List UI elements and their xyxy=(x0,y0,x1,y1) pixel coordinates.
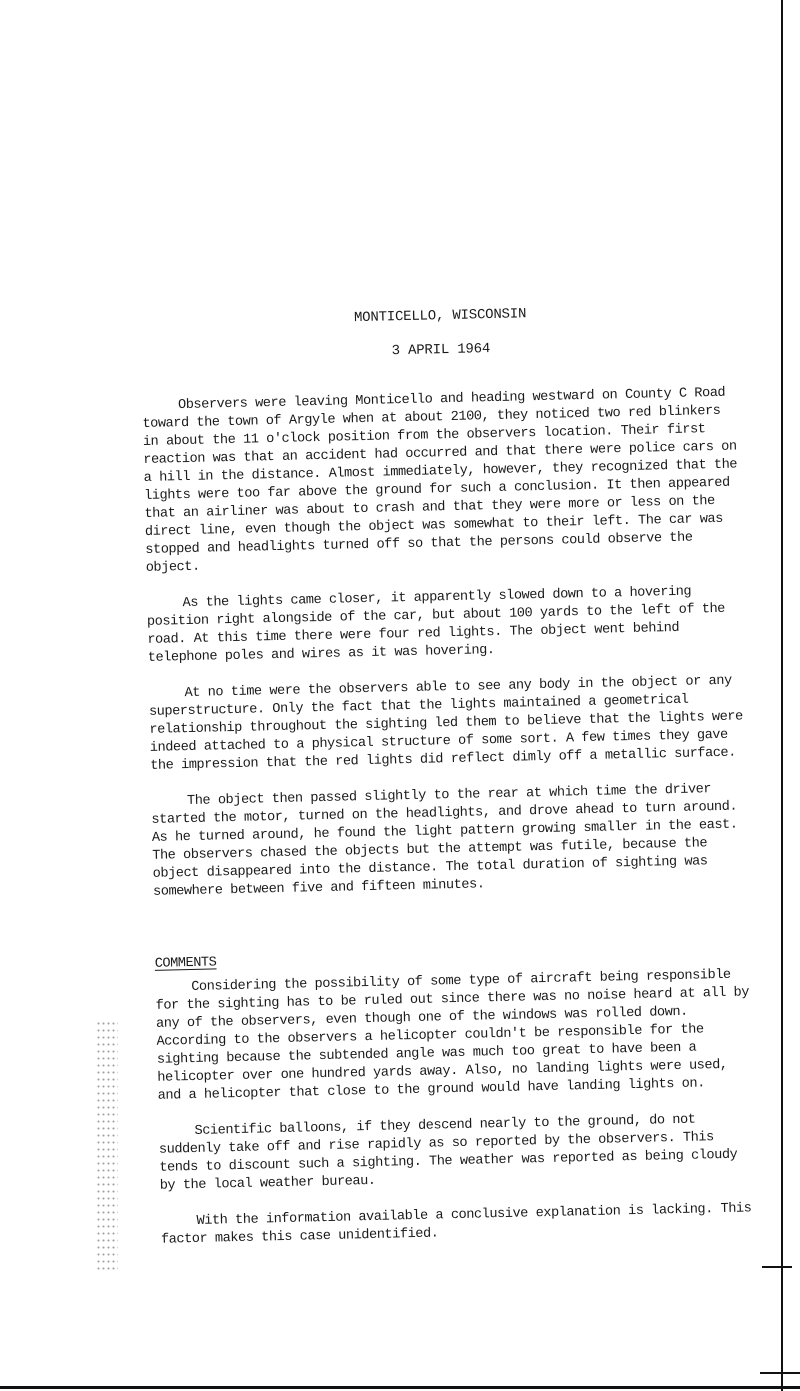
comments-section xyxy=(155,966,761,1250)
paragraph: At no time were the observers able to see any body in the object or any superstructure. Only the fact that the lights maintained a geometrical relationship throughout the sighting led them to believe that the lights were indeed attached to a physical structure of some sort. A few times they gave the impression that the red lights did reflect dimly off a metallic surface. xyxy=(148,673,743,774)
comments-heading: COMMENTS xyxy=(154,955,217,972)
comment-paragraph: With the information available a conclusive explanation is lacking. This factor makes this case unidentified. xyxy=(160,1201,752,1248)
comment-paragraph: Scientific balloons, if they descend nearly to the ground, do not suddenly take off and rise rapidly as so reported by the observers. This tends to discount such a sighting. The weather was reported as being cloudy by the local weather bureau. xyxy=(158,1112,738,1194)
scan-border-right xyxy=(781,0,783,1391)
paragraph: The object then passed slightly to the rear at which time the driver started the motor, turned on the headlights, and drove ahead to turn around. As he turned around, he found the light pattern growing smaller in the east. The observers chased the objects but the attempt was futile, because the object disappeared into the distance. The total duration of sighting was somewhere between five and fifteen minutes. xyxy=(151,782,738,900)
edge-tick-mark xyxy=(760,1372,800,1374)
document-title: MONTICELLO, WISCONSIN xyxy=(353,306,527,327)
scan-speckle-noise xyxy=(96,1020,118,1270)
scan-border-bottom xyxy=(0,1386,800,1389)
comment-paragraph: Considering the possibility of some type of aircraft being responsible for the sighting has to be ruled out since there was no noise heard at all by any of the observers, even though one of the windows was rolled down. According to the observers a helicopter couldn't be responsible for the sighting because the subtended angle was much too great to have been a helicopter over one hundred yards away. Also, no landing lights were used, and a helicopter that close to the ground would have landing lights on. xyxy=(155,967,750,1104)
paragraph: Observers were leaving Monticello and heading westward on County C Road toward the town of Argyle when at about 2100, they noticed two red blinkers in about the 11 o'clock position from the observers location. Their first reaction was that an accident had occurred and that there were police cars on a hill in the distance. Almost immediately, however, they recognized that the lights were too far above the ground for such a conclusion. It then appeared that an airliner was about to crash and that they were more or less on the direct line, even though the object was somewhat to their left. The car was stopped and headlights turned off so that the persons could observe the object. xyxy=(142,385,738,576)
paragraph: As the lights came closer, it apparently slowed down to a hovering position right alongside of the car, but about 100 yards to the left of the road. At this time there were four red lights. The object went behind telephone poles and wires as it was hovering. xyxy=(146,584,726,666)
document-body xyxy=(140,300,761,1267)
edge-tick-mark xyxy=(762,1266,792,1268)
document-date: 3 APRIL 1964 xyxy=(391,341,491,360)
